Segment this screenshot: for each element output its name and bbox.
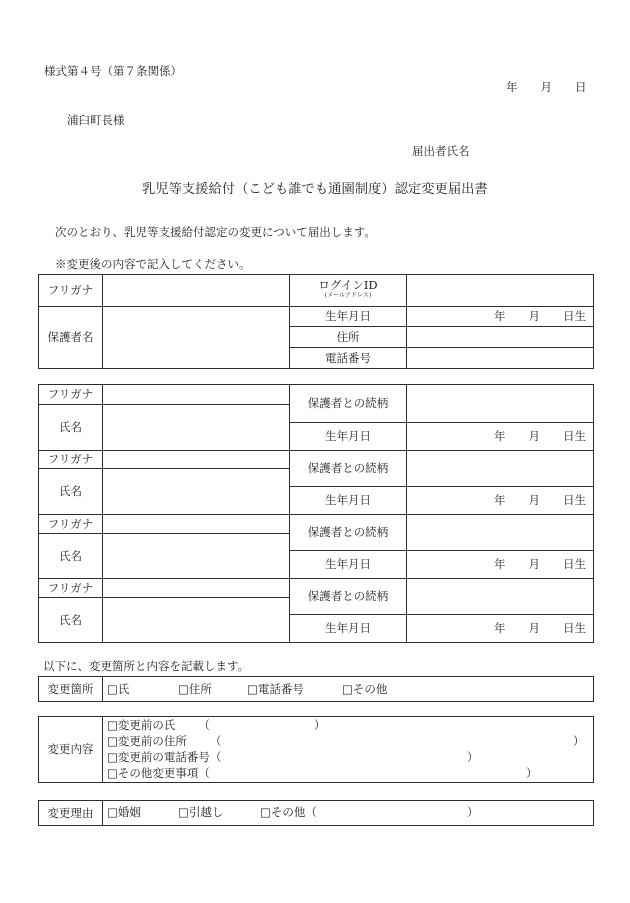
- change-content-item-previous-name: [107, 717, 210, 732]
- guardian-address-label: 住所: [290, 327, 407, 348]
- child-birthdate-label: 生年月日: [290, 615, 407, 643]
- change-reason-table: [38, 800, 594, 826]
- child-birthdate-label: 生年月日: [290, 487, 407, 515]
- child-birthdate-field: 年 月 日生: [407, 487, 594, 515]
- open-paren: （: [209, 749, 222, 764]
- child-furigana-label: フリガナ: [39, 579, 103, 598]
- change-content-item-label: □変更前の電話番号: [107, 749, 210, 764]
- checkbox-option-phone: □電話番号: [247, 681, 304, 696]
- login-id-label: ログインID: [318, 278, 378, 292]
- child-name-label: 氏名: [39, 469, 103, 515]
- change-content-item-previous-address: [107, 733, 222, 748]
- guardian-birthdate-label: 生年月日: [290, 307, 407, 327]
- child-relation-field: [407, 385, 594, 423]
- child-relation-label: 保護者との続柄: [290, 515, 407, 551]
- guardian-furigana-label: フリガナ: [39, 275, 103, 307]
- child-relation-field: [407, 451, 594, 487]
- change-content-table: [38, 716, 594, 783]
- child-furigana-label: フリガナ: [39, 385, 103, 405]
- change-content-item-label: □その他変更事項: [107, 765, 199, 780]
- child-birthdate-field: 年 月 日生: [407, 551, 594, 579]
- guardian-furigana-field: [103, 275, 290, 307]
- change-location-label: 変更箇所: [39, 677, 103, 702]
- checkbox-option-name: □氏: [107, 681, 130, 696]
- addressee: 浦臼町長様: [67, 113, 125, 127]
- change-content-items-cell: [103, 717, 594, 783]
- checkbox-option-other-group: [260, 804, 317, 819]
- change-reason-label: 変更理由: [39, 801, 103, 826]
- open-paren: （: [209, 733, 222, 748]
- intro-text: 次のとおり、乳児等支援給付認定の変更について届出します。: [55, 225, 376, 239]
- checkbox-option-other: □その他: [260, 804, 306, 819]
- child-birthdate-field: 年 月 日生: [407, 615, 594, 643]
- guardian-phone-field: [407, 348, 594, 369]
- child-name-label: 氏名: [39, 405, 103, 451]
- child-relation-field: [407, 515, 594, 551]
- checkbox-option-moving: □引越し: [178, 804, 224, 819]
- child-relation-field: [407, 579, 594, 615]
- guardian-name-label: 保護者名: [39, 307, 103, 369]
- close-paren: ）: [467, 804, 479, 819]
- change-reason-options-cell: [103, 801, 594, 826]
- close-paren: ）: [573, 733, 585, 748]
- submission-date: 年 月 日: [506, 80, 587, 94]
- child-name-field: [103, 405, 290, 451]
- note-text: ※変更後の内容で記入してください。: [55, 257, 251, 271]
- change-intro-text: 以下に、変更箇所と内容を記載します。: [43, 659, 250, 673]
- checkbox-option-address: □住所: [178, 681, 212, 696]
- close-paren: ）: [526, 765, 538, 780]
- login-id-field: [407, 275, 594, 307]
- child-name-field: [103, 534, 290, 579]
- child-name-field: [103, 598, 290, 643]
- change-content-item-label: □変更前の氏: [107, 717, 176, 732]
- close-paren: ）: [467, 749, 479, 764]
- open-paren: （: [198, 717, 210, 732]
- change-location-options-cell: [103, 677, 594, 702]
- child-birthdate-label: 生年月日: [290, 423, 407, 451]
- guardian-phone-label: 電話番号: [290, 348, 407, 369]
- change-content-item-other: [107, 765, 210, 780]
- change-content-label: 変更内容: [39, 717, 103, 783]
- open-paren: （: [305, 804, 317, 819]
- open-paren: （: [198, 765, 210, 780]
- form-number: 様式第４号（第７条関係）: [44, 64, 182, 78]
- child-relation-label: 保護者との続柄: [290, 385, 407, 423]
- change-content-item-label: □変更前の住所: [107, 733, 187, 748]
- child-furigana-label: フリガナ: [39, 451, 103, 469]
- login-id-label-cell: [290, 275, 407, 307]
- child-relation-label: 保護者との続柄: [290, 579, 407, 615]
- guardian-table: [38, 274, 594, 369]
- child-name-label: 氏名: [39, 534, 103, 579]
- child-birthdate-field: 年 月 日生: [407, 423, 594, 451]
- change-content-item-previous-phone: [107, 749, 222, 764]
- login-id-sublabel: (メールアドレス): [324, 292, 372, 299]
- document-title: 乳児等支援給付（こども誰でも通園制度）認定変更届出書: [142, 182, 488, 197]
- close-paren: ）: [314, 717, 326, 732]
- guardian-birthdate-field: 年 月 日生: [407, 307, 594, 327]
- checkbox-option-marriage: □婚姻: [107, 804, 141, 819]
- children-table: [38, 384, 594, 643]
- child-furigana-field: [103, 515, 290, 534]
- change-location-table: [38, 676, 594, 702]
- applicant-name-label: 届出者氏名: [412, 144, 470, 158]
- child-furigana-label: フリガナ: [39, 515, 103, 534]
- child-name-field: [103, 469, 290, 515]
- guardian-address-field: [407, 327, 594, 348]
- guardian-name-field: [103, 307, 290, 369]
- child-furigana-field: [103, 451, 290, 469]
- child-furigana-field: [103, 579, 290, 598]
- child-furigana-field: [103, 385, 290, 405]
- child-name-label: 氏名: [39, 598, 103, 643]
- checkbox-option-other: □その他: [342, 681, 388, 696]
- child-relation-label: 保護者との続柄: [290, 451, 407, 487]
- child-birthdate-label: 生年月日: [290, 551, 407, 579]
